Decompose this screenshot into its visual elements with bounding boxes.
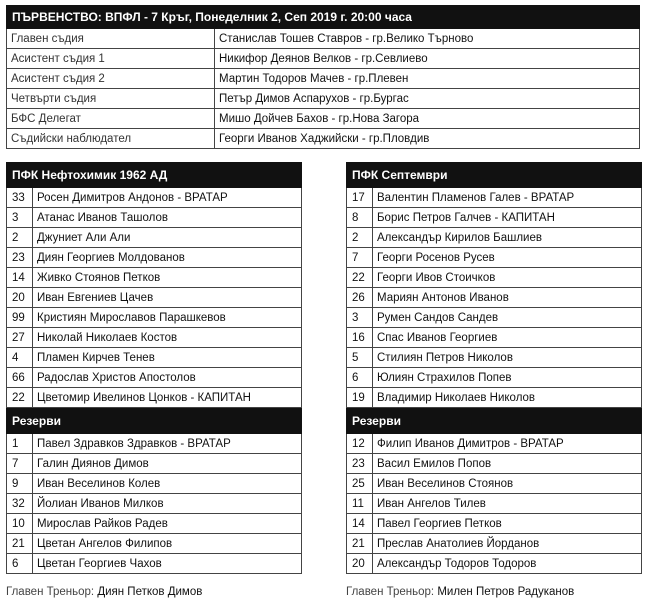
home-starters <box>7 163 302 408</box>
player-number: 10 <box>7 514 33 534</box>
player-name: Николай Николаев Костов <box>33 328 302 348</box>
player-number: 6 <box>7 554 33 574</box>
home-reserves-label: Резерви <box>7 408 302 434</box>
player-number: 21 <box>347 534 373 554</box>
away-coach-name: Милен Петров Радуканов <box>437 586 575 598</box>
official-row <box>7 49 640 69</box>
player-number: 22 <box>347 268 373 288</box>
official-row <box>7 109 640 129</box>
player-number: 1 <box>7 434 33 454</box>
player-row <box>7 188 302 208</box>
official-role: Асистент съдия 1 <box>7 49 215 69</box>
home-coach-label: Главен Треньор: <box>6 586 95 598</box>
player-number: 16 <box>347 328 373 348</box>
player-name: Мирослав Райков Радев <box>33 514 302 534</box>
player-name: Иван Веселинов Стоянов <box>373 474 642 494</box>
player-row <box>347 208 642 228</box>
official-role: Съдийски наблюдател <box>7 129 215 149</box>
player-row <box>7 208 302 228</box>
player-row <box>7 228 302 248</box>
player-number: 17 <box>347 188 373 208</box>
player-row <box>347 434 642 454</box>
player-number: 6 <box>347 368 373 388</box>
official-role: БФС Делегат <box>7 109 215 129</box>
player-row <box>7 388 302 408</box>
player-number: 14 <box>347 514 373 534</box>
home-coach-name: Диян Петков Димов <box>97 586 203 598</box>
player-row <box>7 308 302 328</box>
player-name: Александър Кирилов Башлиев <box>373 228 642 248</box>
player-name: Джуниет Али Али <box>33 228 302 248</box>
player-row <box>347 308 642 328</box>
home-reserves <box>7 408 302 574</box>
player-name: Атанас Иванов Ташолов <box>33 208 302 228</box>
home-team-name: ПФК Нефтохимик 1962 АД <box>7 163 302 188</box>
home-coach <box>6 586 202 598</box>
player-name: Павел Здравков Здравков - ВРАТАР <box>33 434 302 454</box>
official-row <box>7 69 640 89</box>
player-name: Владимир Николаев Николов <box>373 388 642 408</box>
player-row <box>347 388 642 408</box>
player-name: Галин Диянов Димов <box>33 454 302 474</box>
player-name: Цветомир Ивелинов Цонков - КАПИТАН <box>33 388 302 408</box>
player-number: 99 <box>7 308 33 328</box>
player-row <box>7 474 302 494</box>
match-header: ПЪРВЕНСТВО: ВПФЛ - 7 Кръг, Понеделник 2, Сеп 2019 г. 20:00 часа <box>7 6 640 29</box>
player-number: 7 <box>347 248 373 268</box>
player-name: Иван Веселинов Колев <box>33 474 302 494</box>
official-name: Никифор Деянов Велков - гр.Севлиево <box>215 49 640 69</box>
player-name: Павел Георгиев Петков <box>373 514 642 534</box>
player-row <box>7 368 302 388</box>
player-name: Диян Георгиев Молдованов <box>33 248 302 268</box>
player-name: Росен Димитров Андонов - ВРАТАР <box>33 188 302 208</box>
player-name: Александър Тодоров Тодоров <box>373 554 642 574</box>
player-number: 33 <box>7 188 33 208</box>
away-reserves-label: Резерви <box>347 408 642 434</box>
player-row <box>347 188 642 208</box>
player-name: Васил Емилов Попов <box>373 454 642 474</box>
player-number: 26 <box>347 288 373 308</box>
player-number: 20 <box>347 554 373 574</box>
official-row <box>7 129 640 149</box>
player-name: Иван Евгениев Цачев <box>33 288 302 308</box>
player-row <box>347 554 642 574</box>
player-row <box>7 328 302 348</box>
official-role: Четвърти съдия <box>7 89 215 109</box>
player-number: 8 <box>347 208 373 228</box>
player-name: Стилиян Петров Николов <box>373 348 642 368</box>
player-row <box>7 434 302 454</box>
away-reserves <box>347 408 642 574</box>
player-row <box>347 474 642 494</box>
player-name: Преслав Анатолиев Йорданов <box>373 534 642 554</box>
player-row <box>7 248 302 268</box>
away-starters <box>347 163 642 408</box>
player-name: Борис Петров Галчев - КАПИТАН <box>373 208 642 228</box>
player-name: Кристиян Мирославов Парашкевов <box>33 308 302 328</box>
official-name: Мишо Дойчев Бахов - гр.Нова Загора <box>215 109 640 129</box>
player-row <box>7 288 302 308</box>
player-name: Румен Сандов Сандев <box>373 308 642 328</box>
player-row <box>7 514 302 534</box>
officials-table <box>6 5 640 149</box>
player-name: Иван Ангелов Тилев <box>373 494 642 514</box>
player-number: 3 <box>7 208 33 228</box>
official-name: Петър Димов Аспарухов - гр.Бургас <box>215 89 640 109</box>
player-row <box>347 228 642 248</box>
player-name: Йолиан Иванов Милков <box>33 494 302 514</box>
player-number: 2 <box>347 228 373 248</box>
player-name: Пламен Кирчев Тенев <box>33 348 302 368</box>
official-role: Асистент съдия 2 <box>7 69 215 89</box>
official-name: Станислав Тошев Ставров - гр.Велико Търново <box>215 29 640 49</box>
player-name: Валентин Пламенов Галев - ВРАТАР <box>373 188 642 208</box>
player-row <box>347 348 642 368</box>
player-number: 14 <box>7 268 33 288</box>
player-number: 23 <box>7 248 33 268</box>
player-number: 12 <box>347 434 373 454</box>
away-coach-label: Главен Треньор: <box>346 586 435 598</box>
player-name: Цветан Ангелов Филипов <box>33 534 302 554</box>
player-number: 21 <box>7 534 33 554</box>
away-team-name: ПФК Септември <box>347 163 642 188</box>
player-name: Спас Иванов Георгиев <box>373 328 642 348</box>
player-row <box>347 494 642 514</box>
player-number: 22 <box>7 388 33 408</box>
official-row <box>7 29 640 49</box>
player-number: 2 <box>7 228 33 248</box>
player-row <box>347 288 642 308</box>
player-name: Юлиян Страхилов Попев <box>373 368 642 388</box>
player-number: 7 <box>7 454 33 474</box>
player-row <box>347 534 642 554</box>
official-role: Главен съдия <box>7 29 215 49</box>
player-row <box>347 368 642 388</box>
player-row <box>7 268 302 288</box>
player-number: 11 <box>347 494 373 514</box>
player-name: Георги Росенов Русев <box>373 248 642 268</box>
player-name: Цветан Георгиев Чахов <box>33 554 302 574</box>
player-name: Радослав Христов Апостолов <box>33 368 302 388</box>
player-row <box>7 454 302 474</box>
official-name: Георги Иванов Хаджийски - гр.Пловдив <box>215 129 640 149</box>
player-name: Мариян Антонов Иванов <box>373 288 642 308</box>
player-name: Живко Стоянов Петков <box>33 268 302 288</box>
away-team-table <box>346 162 642 574</box>
player-name: Георги Ивов Стоичков <box>373 268 642 288</box>
away-coach <box>346 586 574 598</box>
player-number: 19 <box>347 388 373 408</box>
player-number: 23 <box>347 454 373 474</box>
player-row <box>7 494 302 514</box>
player-number: 9 <box>7 474 33 494</box>
player-row <box>347 514 642 534</box>
player-number: 4 <box>7 348 33 368</box>
home-team-table <box>6 162 302 574</box>
player-row <box>7 534 302 554</box>
player-row <box>347 268 642 288</box>
player-number: 32 <box>7 494 33 514</box>
official-row <box>7 89 640 109</box>
player-row <box>347 454 642 474</box>
player-row <box>347 248 642 268</box>
player-number: 20 <box>7 288 33 308</box>
player-number: 66 <box>7 368 33 388</box>
player-row <box>7 554 302 574</box>
player-row <box>7 348 302 368</box>
player-row <box>347 328 642 348</box>
official-name: Мартин Тодоров Мачев - гр.Плевен <box>215 69 640 89</box>
player-number: 3 <box>347 308 373 328</box>
player-number: 5 <box>347 348 373 368</box>
player-number: 27 <box>7 328 33 348</box>
player-number: 25 <box>347 474 373 494</box>
player-name: Филип Иванов Димитров - ВРАТАР <box>373 434 642 454</box>
